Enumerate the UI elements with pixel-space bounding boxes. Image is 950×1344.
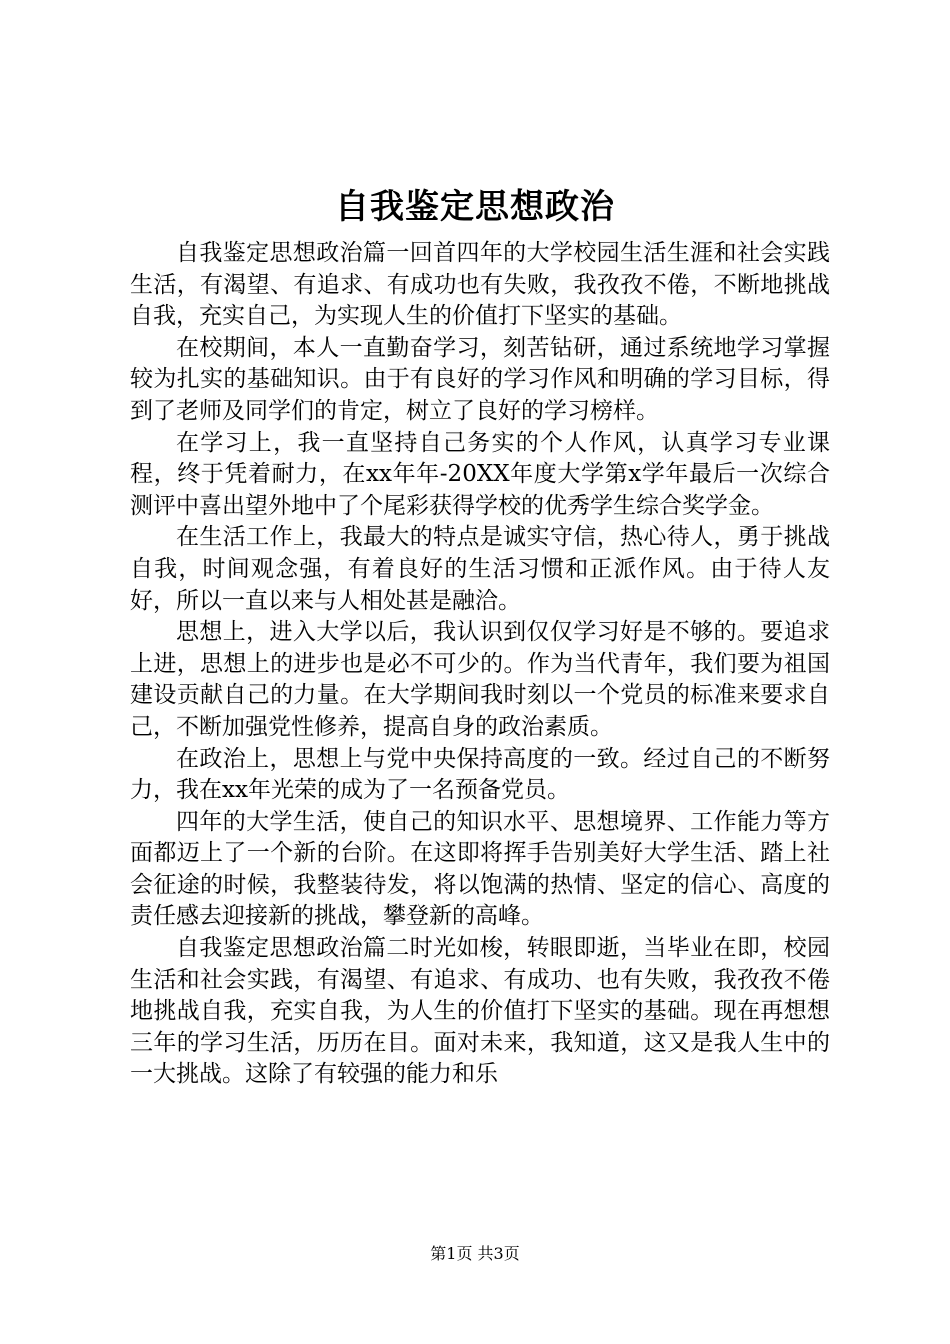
paragraph: 自我鉴定思想政治篇二时光如梭，转眼即逝，当毕业在即，校园生活和社会实践，有渴望、有追求、有成功、也有失败，我孜孜不倦地挑战自我，充实自我，为人生的价值打下坚实的基础。现在再想想三年的学习生活，历历在目。面对未来，我知道，这又是我人生中的一大挑战。这除了有较强的能力和乐 [130,935,830,1088]
page-number-footer: 第1页 共3页 [430,1244,520,1263]
paragraph: 自我鉴定思想政治篇一回首四年的大学校园生活生涯和社会实践生活，有渴望、有追求、有成功也有失败，我孜孜不倦，不断地挑战自我，充实自己，为实现人生的价值打下坚实的基础。 [130,240,830,330]
paragraph: 在政治上，思想上与党中央保持高度的一致。经过自己的不断努力，我在xx年光荣的成为了一名预备党员。 [130,745,830,804]
paragraph: 思想上，进入大学以后，我认识到仅仅学习好是不够的。要追求上进，思想上的进步也是必不可少的。作为当代青年，我们要为祖国建设贡献自己的力量。在大学期间我时刻以一个党员的标准来要求自己，不断加强党性修养，提高自身的政治素质。 [130,619,830,740]
document-title: 自我鉴定思想政治 [335,187,615,227]
paragraph: 四年的大学生活，使自己的知识水平、思想境界、工作能力等方面都迈上了一个新的台阶。在这即将挥手告别美好大学生活、踏上社会征途的时候，我整装待发，将以饱满的热情、坚定的信心、高度的责任感去迎接新的挑战，攀登新的高峰。 [130,808,830,930]
paragraph: 在生活工作上，我最大的特点是诚实守信，热心待人，勇于挑战自我，时间观念强，有着良好的生活习惯和正派作风。由于待人友好，所以一直以来与人相处甚是融洽。 [130,524,830,614]
document-body [130,238,830,1091]
paragraph: 在校期间，本人一直勤奋学习，刻苦钻研，通过系统地学习掌握较为扎实的基础知识。由于有良好的学习作风和明确的学习目标，得到了老师及同学们的肯定，树立了良好的学习榜样。 [130,334,830,424]
paragraph: 在学习上，我一直坚持自己务实的个人作风，认真学习专业课程，终于凭着耐力，在xx年年-20XX年度大学第x学年最后一次综合测评中喜出望外地中了个尾彩获得学校的优秀学生综合奖学金。 [130,429,830,519]
